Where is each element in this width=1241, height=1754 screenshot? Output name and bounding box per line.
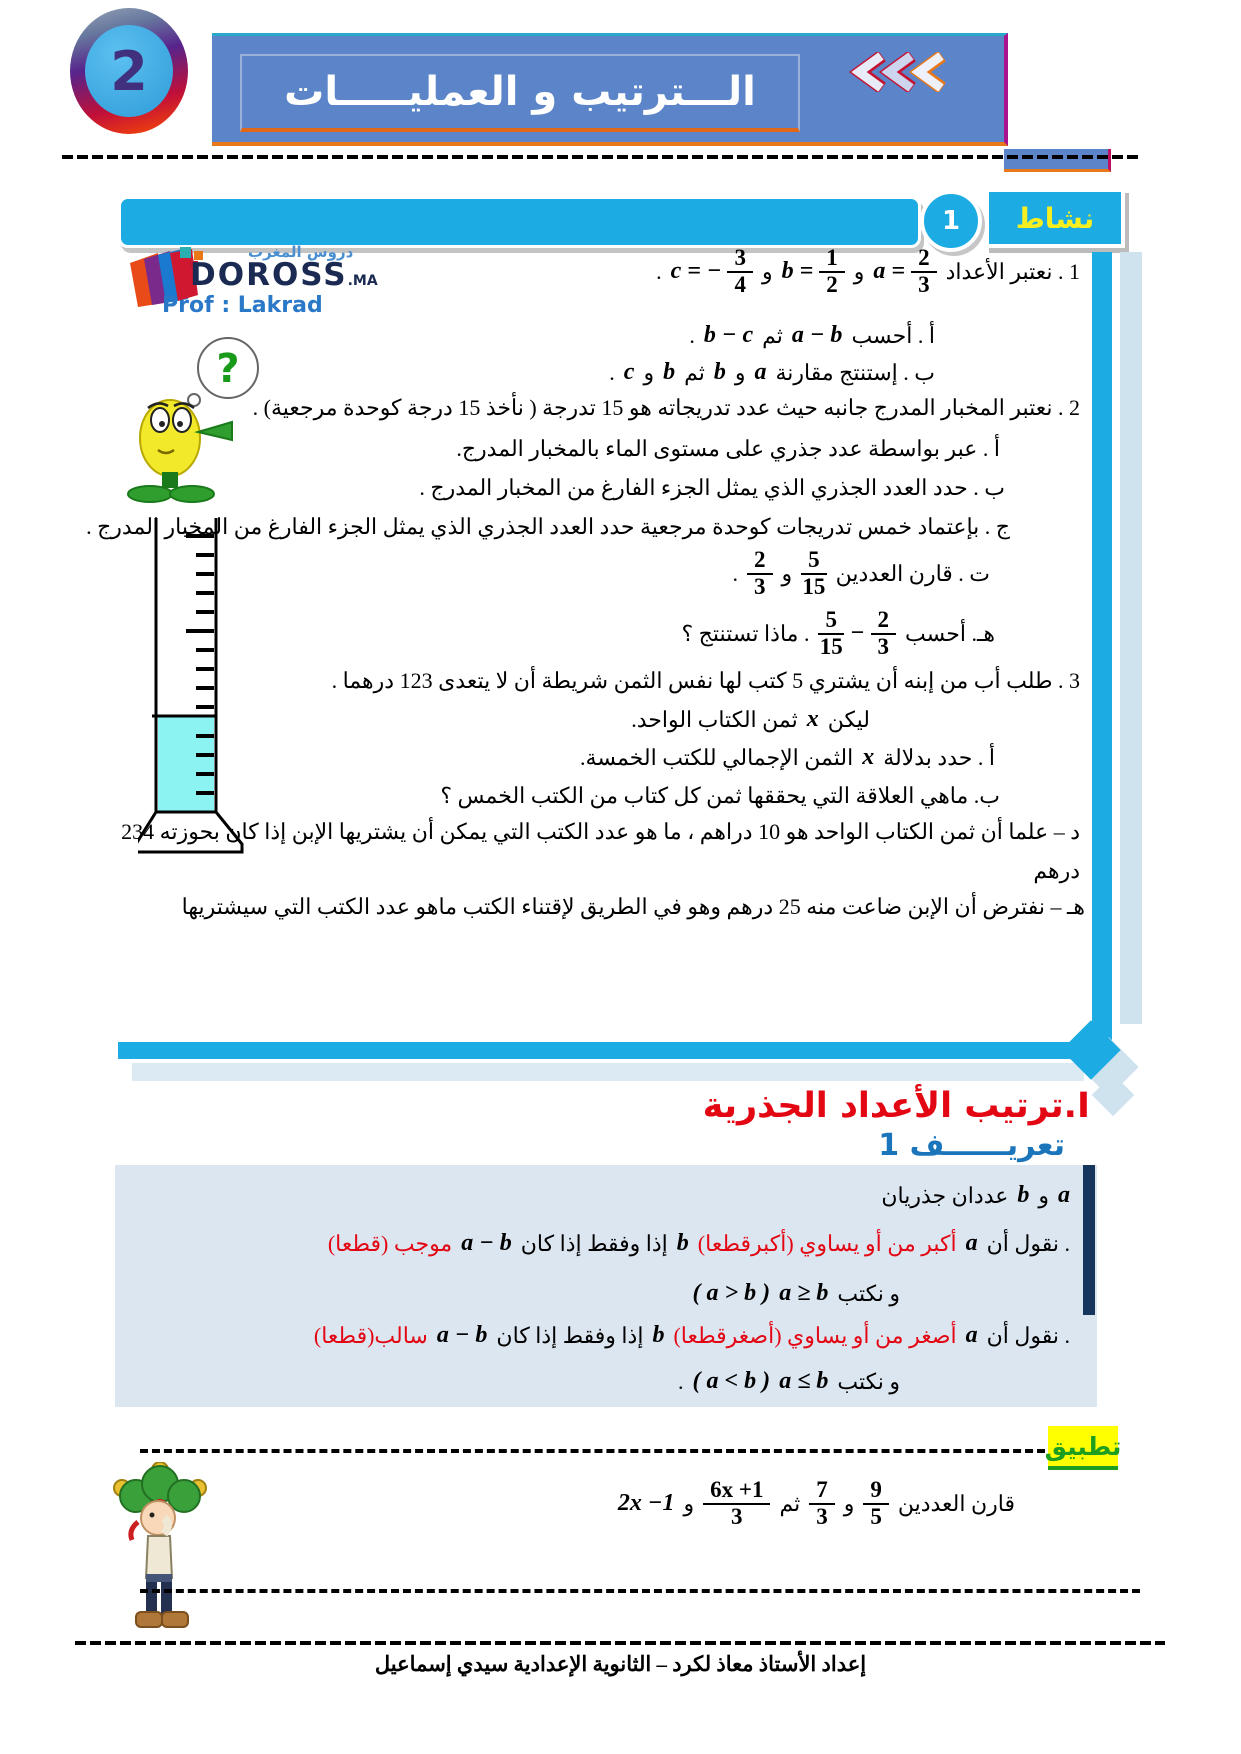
application-line: قارن العددين $\frac{9}{5}$ و $\frac{7}{3}$ ثم $\frac{6x +1}{3}$ و 2x −1 <box>617 1477 1015 1529</box>
header-subtab <box>1004 149 1111 172</box>
activity-line-q2-a: أ . عبر بواسطة عدد جذري على مستوى الماء بالمخبار المدرج. <box>456 436 1000 461</box>
footer-rule <box>75 1641 1165 1645</box>
doross-tld: .MA <box>347 273 378 289</box>
activity-line-q3-let: ليكن x ثمن الكتاب الواحد. <box>631 706 870 732</box>
page-number-badge <box>70 8 188 134</box>
definition-line-less: . نقول أن a أصغر من أو يساوي (أصغرقطعا) b إذا وفقط إذا كان a − b سالب(قطعا) <box>313 1322 1070 1348</box>
activity-line-q1-b: ب . إستنتج مقارنة a و b ثم b و c . <box>609 359 935 385</box>
application-separator-bottom <box>140 1589 1140 1593</box>
jester-character <box>98 1462 223 1642</box>
header-separator <box>62 155 1142 159</box>
doross-logo <box>128 243 388 323</box>
definition-line-greater: . نقول أن a أكبر من أو يساوي (أكبرقطعا) b إذا وفقط إذا كان a − b موجب (قطعا) <box>327 1230 1070 1256</box>
activity-line-q1-a: أ . أحسب a − b ثم b − c . <box>689 322 935 348</box>
doross-prof: Prof : Lakrad <box>162 293 323 318</box>
activity-line-q2-h: هـ. أحسب $\frac{5}{15}$ − $\frac{2}{3}$ . ماذا تستنتج ؟ <box>681 607 995 659</box>
definition-accent-bar <box>1083 1165 1095 1315</box>
definition-label: تعريــــــف 1 <box>878 1128 1065 1163</box>
activity-line-q3-b: ب. ماهي العلاقة التي يحققها ثمن كل كتاب من الكتب الخمس ؟ <box>440 783 1000 808</box>
activity-bottom-rail <box>118 1042 1076 1059</box>
activity-line-q3-d: د – علما أن ثمن الكتاب الواحد هو 10 دراهم ، ما هو عدد الكتب التي يمكن أن يشتريها الإبن إذا كان بحوزته 234 <box>121 819 1080 844</box>
activity-line-q3-d-tail: درهم <box>1033 858 1080 883</box>
definition-line-greater-notation: و نكتب a ≥ b ( a > b ) <box>692 1280 900 1306</box>
page-title: الـــترتيب و العمليـــــات <box>284 69 756 115</box>
activity-line-q2-b: ب . حدد العدد الجذري الذي يمثل الجزء الفارغ من المخبار المدرج . <box>419 475 1005 500</box>
activity-right-rail-shadow <box>1120 252 1142 1024</box>
activity-title-bar <box>118 196 921 248</box>
svg-text:?: ? <box>216 346 240 392</box>
footer-credit: إعداد الأستاذ معاذ لكرد – الثانوية الإعدادية سيدي إسماعيل <box>374 1652 867 1676</box>
triple-left-chevron-icon <box>848 52 952 92</box>
activity-line-q2-c: ج . بإعتماد خمس تدريجات كوحدة مرجعية حدد العدد الجذري الذي يمثل الجزء الفارغ من المخبار المدرج . <box>86 514 1010 539</box>
definition-intro: a و b عددان جذريان <box>881 1182 1070 1208</box>
page-number: 2 <box>85 25 173 117</box>
activity-right-rail <box>1092 252 1112 1040</box>
application-label: تطبيق <box>1048 1426 1118 1470</box>
activity-line-q1-intro: 1 . نعتبر الأعداد a = $\frac{2}{3}$ و b = $\frac{1}{2}$ و c = − $\frac{3}{4}$ . <box>656 245 1080 297</box>
doross-name: DOROSS.MA <box>190 257 378 293</box>
activity-line-q2-t: ت . قارن العددين $\frac{5}{15}$ و $\frac{2}{3}$ . <box>732 547 990 599</box>
application-separator-top <box>140 1449 1045 1453</box>
activity-line-q2-intro: 2 . نعتبر المخبار المدرج جانبه حيث عدد تدريجاته هو 15 تدرجة ( نأخذ 15 درجة كوحدة مرجعية) . <box>252 395 1080 420</box>
activity-label: نشاط <box>985 188 1125 248</box>
section-title: I.ترتيب الأعداد الجذرية <box>702 1086 1090 1126</box>
activity-number-badge: 1 <box>920 190 982 252</box>
doross-arabic-name: دروس المغرب <box>248 243 354 261</box>
definition-line-less-notation: و نكتب a ≤ b ( a < b ) . <box>678 1368 900 1394</box>
activity-line-q3-a: أ . حدد بدلالة x الثمن الإجمالي للكتب الخمسة. <box>580 744 995 770</box>
activity-bottom-rail-shadow <box>132 1063 1084 1081</box>
activity-line-q3-e: هـ – نفترض أن الإبن ضاعت منه 25 درهم وهو في الطريق لإقتناء الكتب ماهو عدد الكتب التي سيشتريها <box>181 894 1085 919</box>
graduated-cylinder-illustration <box>138 512 248 862</box>
activity-line-q3-intro: 3 . طلب أب من إبنه أن يشتري 5 كتب لها نفس الثمن شريطة أن لا يتعدى 123 درهما . <box>331 668 1080 693</box>
header-title-box <box>240 54 800 132</box>
